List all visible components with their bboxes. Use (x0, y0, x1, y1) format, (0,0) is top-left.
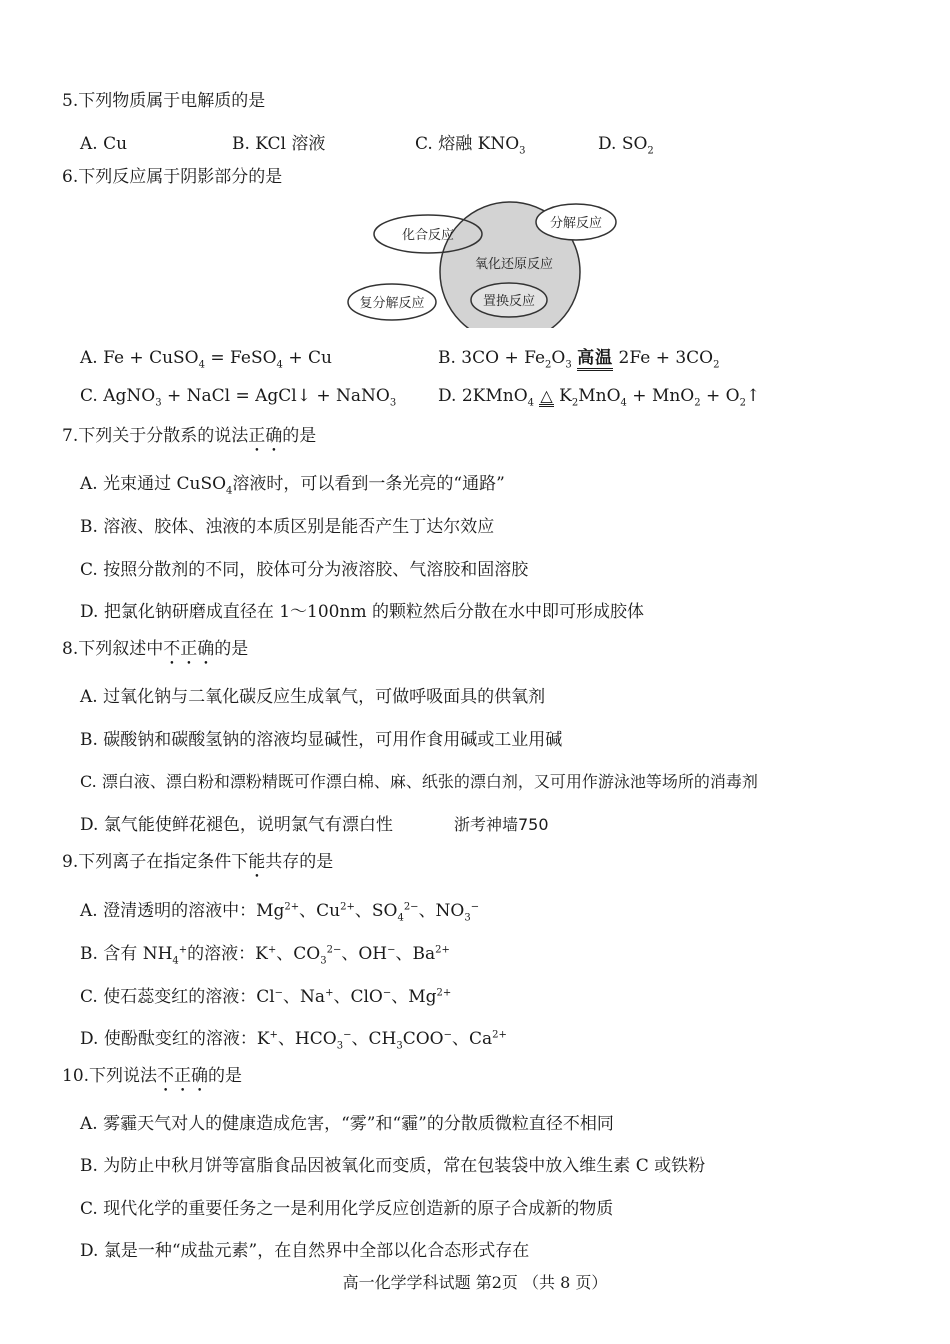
q10-option-a: A. 雾霾天气对人的健康造成危害，“雾”和“霾”的分散质微粒直径不相同 (80, 1114, 614, 1134)
reaction-type-diagram (342, 200, 622, 328)
decomposition-label: 分解反应 (549, 216, 603, 231)
q8-emphasis: 不正确 (163, 639, 215, 659)
displacement-label: 置换反应 (482, 294, 536, 309)
q7-emphasis: 正确 (248, 426, 283, 446)
q7-option-b: B. 溶液、胶体、浊液的本质区别是能否产生丁达尔效应 (80, 517, 495, 537)
q6-stem: 6.下列反应属于阴影部分的是 (62, 167, 283, 187)
q7-option-d: D. 把氯化钠研磨成直径在 1～100nm 的颗粒然后分散在水中即可形成胶体 (80, 602, 644, 622)
q5-stem: 5.下列物质属于电解质的是 (62, 91, 266, 111)
q8-option-d: D. 氯气能使鲜花褪色，说明氯气有漂白性 (80, 815, 393, 835)
q10-stem: 10.下列说法不正确的是 (62, 1066, 243, 1086)
q6-option-b: B. $3CO + Fe_2O_3$ 高温 $2Fe + 3CO_2$ (438, 348, 720, 371)
q10-option-d: D. 氯是一种“成盐元素”，在自然界中全部以化合态形式存在 (80, 1241, 530, 1261)
q5-option-d: D. $SO_2$ (598, 134, 654, 157)
q9-option-a: A. 澄清透明的溶液中：$Mg^{2+}$、$Cu^{2+}$、$SO_4^{2-}$、$NO_3^-$ (80, 901, 480, 924)
q7-option-a: A. 光束通过 CuSO$_4$溶液时，可以看到一条光亮的“通路” (80, 474, 505, 497)
q5-option-b: B. KCl 溶液 (232, 134, 326, 154)
page-footer: 高一化学学科试题 第2页 （共 8 页） (342, 1273, 608, 1292)
q5-option-a: A. Cu (80, 134, 128, 154)
q9-option-b: B. 含有 $NH_4^+$的溶液：K+、$CO_3^{2-}$、OH−、$Ba^{2+}$ (80, 944, 450, 967)
q6-option-c: C. AgNO$_3$ + NaCl = AgCl↓ + NaNO$_3$ (80, 386, 397, 409)
q8-option-b: B. 碳酸钠和碳酸氢钠的溶液均显碱性，可用作食用碱或工业用碱 (80, 730, 563, 750)
high-temperature-condition: 高温 (577, 348, 614, 368)
redox-label: 氧化还原反应 (474, 257, 554, 272)
combination-label: 化合反应 (401, 228, 455, 243)
q8-option-a: A. 过氧化钠与二氧化碳反应生成氧气，可做呼吸面具的供氧剂 (80, 687, 546, 707)
q5-option-c: C. 熔融 $KNO_3$ (415, 134, 526, 157)
q8-stem: 8.下列叙述中不正确的是 (62, 639, 249, 659)
q6-option-a: A. Fe + CuSO$_4$ = FeSO$_4$ + Cu (80, 348, 332, 371)
q9-emphasis: 能 (248, 852, 266, 872)
q6-option-d: D. 2KMnO$_4$ △ $K_2MnO_4 + MnO_2$ + $O_2↑$ (438, 386, 761, 409)
q9-option-c: C. 使石蕊变红的溶液：Cl−、Na+、ClO−、$Mg^{2+}$ (80, 987, 452, 1007)
q10-option-b: B. 为防止中秋月饼等富脂食品因被氧化而变质，常在包装袋中放入维生素 C 或铁粉 (80, 1156, 706, 1176)
q10-option-c: C. 现代化学的重要任务之一是利用化学反应创造新的原子合成新的物质 (80, 1199, 614, 1219)
q7-stem: 7.下列关于分散系的说法正确的是 (62, 426, 317, 446)
q9-option-d: D. 使酚酞变红的溶液：K+、$HCO_3^-$、$CH_3COO^-$、$Ca^{2+}$ (80, 1029, 507, 1052)
q9-stem: 9.下列离子在指定条件下能共存的是 (62, 852, 334, 872)
watermark-text: 浙考神墙750 (454, 815, 549, 834)
heating-condition: △ (540, 386, 553, 405)
q8-option-c: C. 漂白液、漂白粉和漂粉精既可作漂白棉、麻、纸张的漂白剂，又可用作游泳池等场所的消毒剂 (80, 772, 758, 791)
q7-option-c: C. 按照分散剂的不同，胶体可分为液溶胶、气溶胶和固溶胶 (80, 560, 529, 580)
q10-emphasis: 不正确 (157, 1066, 209, 1086)
double-decomposition-label: 复分解反应 (359, 296, 425, 311)
